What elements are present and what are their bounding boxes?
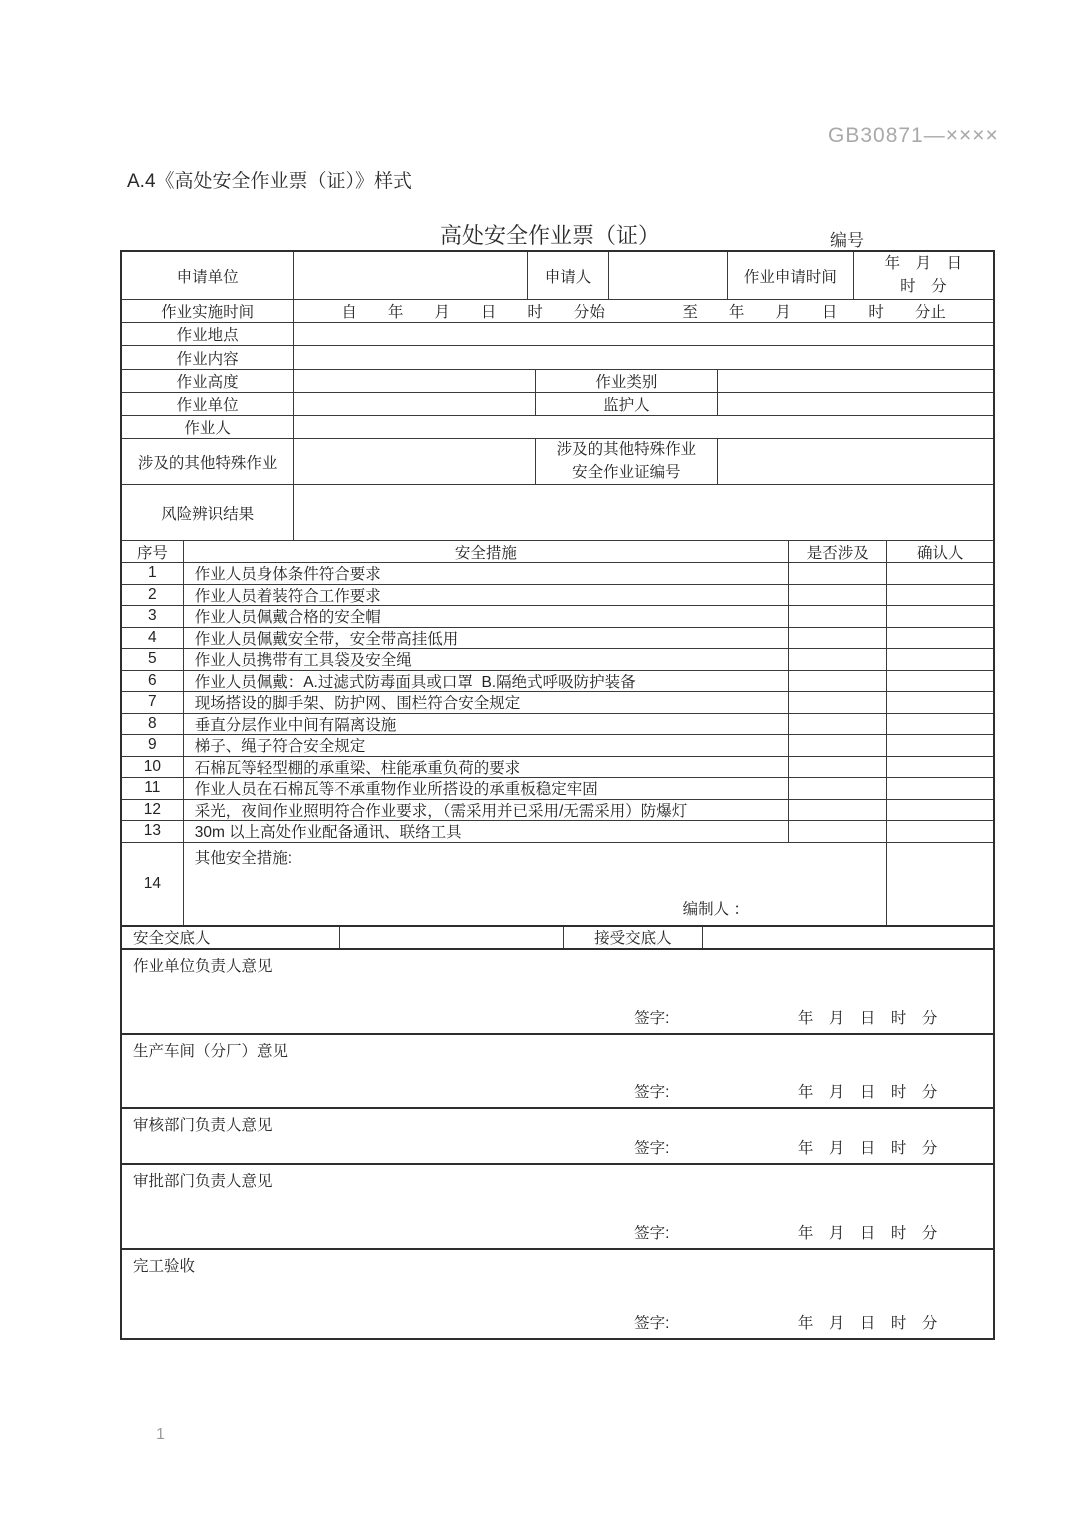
height-row (122, 369, 993, 392)
measure-no: 2 (148, 585, 157, 603)
measure-text: 作业人员身体条件符合要求 (183, 563, 788, 584)
special-cert-value-cell (717, 439, 993, 484)
other-measures-no: 14 (143, 874, 161, 892)
measure-text: 现场搭设的脚手架、防护网、围栏符合安全规定 (183, 692, 788, 713)
sign-date-label: 年 月 日 时 分 (797, 1009, 938, 1027)
opinion-section-workshop (122, 1033, 993, 1107)
measure-row (122, 648, 993, 670)
implement-time-label: 作业实施时间 (161, 304, 255, 321)
measure-row (122, 627, 993, 649)
location-label: 作业地点 (176, 327, 239, 344)
measure-text: 采光，夜间作业照明符合作业要求，（需采用并已采用/无需采用）防爆灯 (183, 800, 788, 821)
sign-date-label: 年 月 日 时 分 (797, 1139, 938, 1157)
measure-involved-cell (788, 714, 886, 735)
measure-confirmer-cell (886, 563, 993, 584)
work-unit-label: 作业单位 (176, 397, 239, 414)
special-work-label: 涉及的其他特殊作业 (137, 454, 278, 472)
opinion-section-completion-acceptance (122, 1248, 993, 1338)
other-measures-row (122, 842, 993, 925)
location-value-cell (293, 323, 993, 345)
applicant-label: 申请人 (527, 252, 608, 299)
opinion-label: 审核部门负责人意见 (133, 1116, 273, 1134)
sign-label: 签字: (634, 1139, 670, 1157)
measure-text: 30m 以上高处作业配备通讯、联络工具 (183, 821, 788, 842)
apply-time-line1: 年 月 日 (884, 255, 963, 273)
measure-involved-cell (788, 606, 886, 627)
measure-confirmer-cell (886, 714, 993, 735)
page-number: 1 (156, 1426, 165, 1443)
measure-row (122, 562, 993, 584)
opinion-label: 作业单位负责人意见 (133, 957, 273, 975)
worker-value-cell (293, 416, 993, 438)
special-work-row (122, 438, 993, 484)
measure-no: 4 (148, 628, 157, 646)
briefing-giver-label: 安全交底人 (133, 930, 211, 947)
measures-header-measure: 安全措施 (183, 541, 788, 562)
worker-label: 作业人 (184, 420, 231, 437)
apply-row (122, 252, 993, 299)
measure-row (122, 713, 993, 735)
measure-no: 10 (143, 757, 161, 775)
implement-time-row (122, 299, 993, 322)
opinion-section-approval-dept (122, 1163, 993, 1248)
height-label: 作业高度 (176, 374, 239, 391)
measure-no: 7 (148, 693, 157, 711)
measure-involved-cell (788, 821, 886, 842)
sign-label: 签字: (634, 1009, 670, 1027)
measure-row (122, 584, 993, 606)
apply-unit-value-cell (293, 252, 527, 299)
work-unit-row (122, 392, 993, 415)
sign-label: 签字: (634, 1314, 670, 1332)
measure-text: 作业人员着装符合工作要求 (183, 585, 788, 606)
measure-text: 石棉瓦等轻型棚的承重梁、柱能承重负荷的要求 (183, 757, 788, 778)
worker-row (122, 415, 993, 438)
sign-label: 签字: (634, 1083, 670, 1101)
opinion-label: 生产车间（分厂）意见 (133, 1042, 289, 1060)
measure-no: 12 (143, 800, 161, 818)
measure-involved-cell (788, 778, 886, 799)
measures-header-row (122, 540, 993, 562)
content-value-cell (293, 346, 993, 369)
work-unit-value-cell (293, 393, 535, 415)
measure-no: 9 (148, 736, 157, 754)
implement-time-value-cell: 自 年 月 日 时 分始 至 年 月 日 时 分止 (293, 300, 993, 322)
measures-header-involved: 是否涉及 (788, 541, 886, 562)
measure-confirmer-cell (886, 778, 993, 799)
measure-text: 垂直分层作业中间有隔离设施 (183, 714, 788, 735)
other-measures-confirmer-cell (886, 843, 993, 925)
measure-text: 作业人员携带有工具袋及安全绳 (183, 649, 788, 670)
opinion-label: 审批部门负责人意见 (133, 1172, 273, 1190)
measure-no: 13 (143, 822, 161, 840)
applicant-value-cell (608, 252, 727, 299)
other-measures-cell (183, 843, 887, 925)
opinion-label: 完工验收 (133, 1257, 196, 1275)
form-number-label: 编号 (830, 231, 864, 250)
measure-row (122, 777, 993, 799)
measure-confirmer-cell (886, 692, 993, 713)
risk-value-cell (293, 485, 993, 540)
guardian-value-cell (717, 393, 993, 415)
measure-confirmer-cell (886, 671, 993, 692)
measure-confirmer-cell (886, 800, 993, 821)
apply-time-value-cell (853, 252, 993, 299)
section-heading: A.4《高处安全作业票（证）》样式 (127, 171, 413, 192)
location-row (122, 322, 993, 345)
measure-text: 作业人员佩戴合格的安全帽 (183, 606, 788, 627)
sign-label: 签字: (634, 1224, 670, 1242)
measure-no: 5 (148, 650, 157, 668)
measure-confirmer-cell (886, 649, 993, 670)
measure-row (122, 799, 993, 821)
measure-confirmer-cell (886, 757, 993, 778)
measure-confirmer-cell (886, 628, 993, 649)
guardian-label: 监护人 (535, 393, 716, 415)
content-row (122, 345, 993, 369)
measure-row (122, 691, 993, 713)
opinion-section-review-dept (122, 1107, 993, 1163)
category-label: 作业类别 (535, 370, 716, 392)
apply-time-line2: 时 分 (900, 277, 947, 295)
work-permit-table (120, 250, 995, 1340)
special-work-value-cell (293, 439, 535, 484)
briefing-giver-value-cell (339, 927, 563, 948)
category-value-cell (717, 370, 993, 392)
standard-number: GB30871—×××× (828, 124, 999, 147)
opinion-section-work-unit (122, 948, 993, 1033)
briefing-receiver-value-cell (702, 927, 993, 948)
measure-text: 梯子、绳子符合安全规定 (183, 735, 788, 756)
measure-row (122, 756, 993, 778)
measures-header-no: 序号 (136, 544, 168, 562)
measure-row (122, 670, 993, 692)
measure-row (122, 605, 993, 627)
measure-confirmer-cell (886, 735, 993, 756)
measure-no: 11 (144, 779, 161, 797)
special-cert-label-line2: 安全作业证编号 (572, 463, 681, 481)
measure-confirmer-cell (886, 821, 993, 842)
briefing-receiver-label: 接受交底人 (563, 927, 702, 948)
height-value-cell (293, 370, 535, 392)
form-title: 高处安全作业票（证） (440, 223, 661, 248)
measure-confirmer-cell (886, 585, 993, 606)
measure-no: 8 (148, 714, 157, 732)
measure-involved-cell (788, 563, 886, 584)
measure-text: 作业人员佩戴：A.过滤式防毒面具或口罩 B.隔绝式呼吸防护装备 (183, 671, 788, 692)
measure-involved-cell (788, 757, 886, 778)
measure-row (122, 734, 993, 756)
measure-involved-cell (788, 628, 886, 649)
risk-row (122, 484, 993, 540)
content-label: 作业内容 (176, 350, 239, 368)
measure-involved-cell (788, 692, 886, 713)
briefing-row (122, 925, 993, 948)
other-measures-label: 其他安全措施: (194, 849, 293, 867)
measure-involved-cell (788, 735, 886, 756)
measure-confirmer-cell (886, 606, 993, 627)
measure-no: 3 (148, 607, 157, 625)
measure-no: 6 (148, 671, 157, 689)
measure-involved-cell (788, 671, 886, 692)
apply-unit-label: 申请单位 (176, 268, 239, 286)
compiler-label: 编制人 ： (682, 900, 749, 918)
measure-text: 作业人员佩戴安全带，安全带高挂低用 (183, 628, 788, 649)
apply-time-label: 作业申请时间 (727, 252, 852, 299)
measure-involved-cell (788, 800, 886, 821)
measure-no: 1 (148, 564, 157, 582)
sign-date-label: 年 月 日 时 分 (797, 1083, 938, 1101)
measure-involved-cell (788, 649, 886, 670)
measure-involved-cell (788, 585, 886, 606)
special-cert-label-line1: 涉及的其他特殊作业 (556, 441, 697, 459)
special-cert-label (535, 439, 716, 484)
measure-row (122, 820, 993, 842)
sign-date-label: 年 月 日 时 分 (797, 1224, 938, 1242)
risk-label: 风险辨识结果 (161, 505, 255, 523)
measures-header-confirmer: 确认人 (886, 541, 993, 562)
measure-text: 作业人员在石棉瓦等不承重物作业所搭设的承重板稳定牢固 (183, 778, 788, 799)
sign-date-label: 年 月 日 时 分 (797, 1314, 938, 1332)
